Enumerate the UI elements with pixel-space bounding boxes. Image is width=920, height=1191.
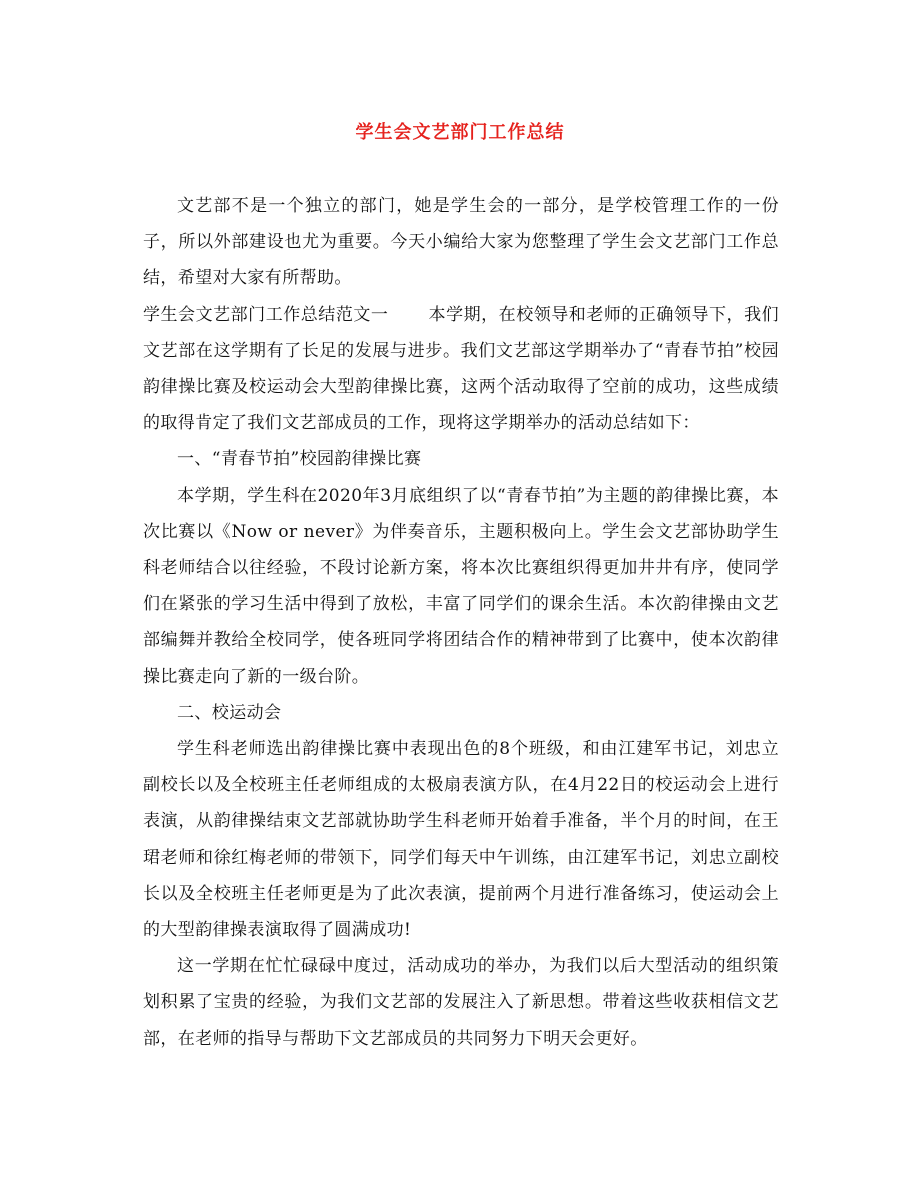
- closing-paragraph: 这一学期在忙忙碌碌中度过，活动成功的举办，为我们以后大型活动的组织策划积累了宝贵的经验，为我们文艺部的发展注入了新思想。带着这些收获相信文艺部，在老师的指导与帮助下文艺部成员的共同努力下明天会更好。: [143, 956, 779, 1049]
- section1-paragraph: 本学期，学生科在2020年3月底组织了以“青春节拍”为主题的韵律操比赛，本次比赛以《Now or never》为伴奏音乐，主题积极向上。学生会文艺部协助学生科老师结合以往经验，不段讨论新方案，将本次比赛组织得更加井井有序，使同学们在紧张的学习生活中得到了放松，丰富了同学们的课余生活。本次韵律操由文艺部编舞并教给全校同学，使各班同学将团结合作的精神带到了比赛中，使本次韵律操比赛走向了新的一级台阶。: [143, 485, 779, 687]
- page-title: 学生会文艺部门工作总结: [355, 122, 565, 143]
- intro-paragraph: 文艺部不是一个独立的部门，她是学生会的一部分，是学校管理工作的一份子，所以外部建设也尤为重要。今天小编给大家为您整理了学生会文艺部门工作总结，希望对大家有所帮助。: [143, 196, 779, 289]
- document-body: [143, 188, 779, 1057]
- sample-paragraph: [143, 297, 779, 442]
- section2-paragraph: 学生科老师选出韵律操比赛中表现出色的8个班级，和由江建军书记，刘忠立副校长以及全校班主任老师组成的太极扇表演方队，在4月22日的校运动会上进行表演，从韵律操结束文艺部就协助学生科老师开始着手准备，半个月的时间，在王珺老师和徐红梅老师的带领下，同学们每天中午训练，由江建军书记，刘忠立副校长以及全校班主任老师更是为了此次表演，提前两个月进行准备练习，使运动会上的大型韵律操表演取得了圆满成功!: [143, 739, 779, 941]
- section1-heading: 一、“青春节拍”校园韵律操比赛: [177, 449, 422, 470]
- sample-lead-text: 本学期，在校领导和老师的正确领导下，我们文艺部在这学期有了长足的发展与进步。我们文艺部这学期举办了“青春节拍”校园韵律操比赛及校运动会大型韵律操比赛，这两个活动取得了空前的成功，这些成绩的取得肯定了我们文艺部成员的工作，现将这学期举办的活动总结如下：: [143, 304, 780, 434]
- section2-heading: 二、校运动会: [177, 702, 282, 723]
- sample-heading: 学生会文艺部门工作总结范文一: [143, 304, 389, 325]
